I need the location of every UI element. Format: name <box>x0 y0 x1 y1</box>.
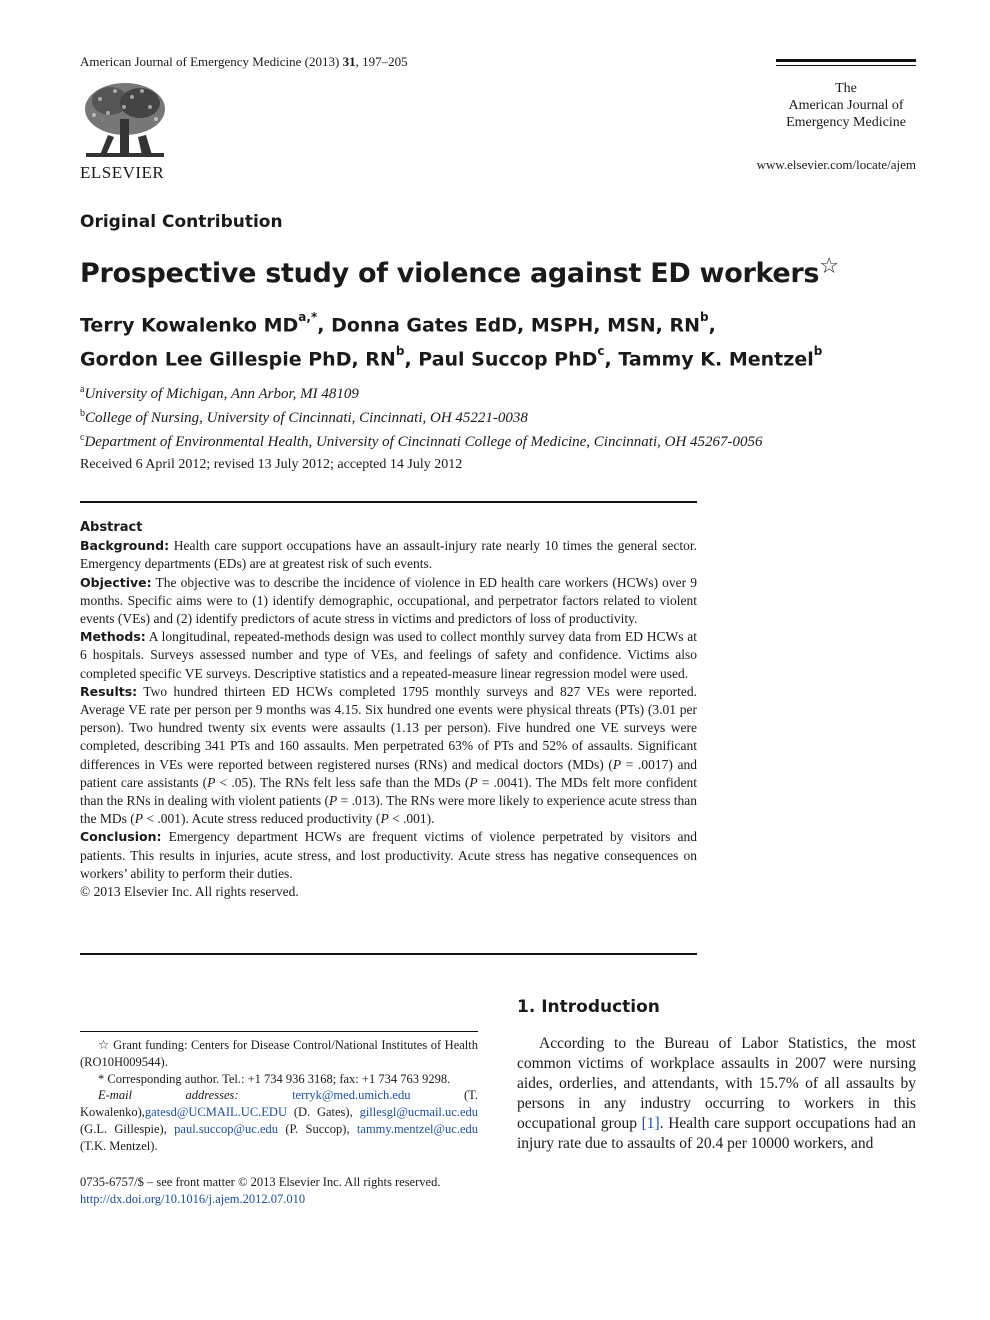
affiliation: $^a$University of Michigan, Ann Arbor, MI 48109 <box>80 384 359 402</box>
section-type: Original Contribution <box>80 212 283 232</box>
journal-name-line: The <box>835 81 857 96</box>
grant-footnote: ☆ Grant funding: Centers for Disease Control/National Institutes of Health (RO10H009544). <box>80 1038 478 1069</box>
introduction-paragraph: According to the Bureau of Labor Statistics, the most common victims of workplace assaults in 2007 were nursing aides, orderlies, and attendants, with 15.7% of all assaults by persons in any industry occurring to workers in this occupational group [1]. Health care support occupations had an injury rate due to assaults of 20.4 per 10000 workers, and <box>517 1035 916 1152</box>
journal-name-line: American Journal of <box>788 98 904 113</box>
author-list: Terry Kowalenko $MD^{a,*}$, Donna Gates EdD, MSPH, MSN, $RN^b$, Gordon Lee Gillespie PhD, $RN^b$, Paul Succop PhD$^c$, Tammy K. Mentzel$^b$ <box>80 310 823 371</box>
affiliations <box>80 380 763 452</box>
abstract-objective: Objective: The objective was to describe the incidence of violence in ED health care workers (HCWs) over 9 months. Specific aims were to (1) identify demographic, occupational, and perpetrator factors related to violent events (VEs) and (2) identify predictors of acute stress in victims and predictors of loss of productivity. <box>80 574 697 627</box>
author-name[interactable]: Gordon Lee Gillespie PhD, RN <box>80 348 396 371</box>
introduction-heading: 1. Introduction <box>517 997 660 1017</box>
reference-link[interactable]: [1] <box>641 1115 660 1132</box>
divider <box>80 953 697 955</box>
author-name[interactable]: Terry Kowalenko MD <box>80 314 299 337</box>
journal-url[interactable]: www.elsevier.com/locate/ajem <box>756 157 916 172</box>
affiliation: $^b$College of Nursing, University of Cincinnati, Cincinnati, OH 45221-0038 <box>80 408 528 426</box>
issn-doi <box>80 1174 478 1208</box>
journal-masthead <box>776 59 916 131</box>
author-name[interactable]: Donna Gates EdD, MSPH, MSN, RN <box>331 314 700 337</box>
email-link[interactable]: terryk@med.umich.edu <box>292 1088 411 1103</box>
journal-name-line: Emergency Medicine <box>786 115 906 130</box>
email-link[interactable]: tammy.mentzel@uc.edu <box>356 1121 478 1136</box>
abstract-conclusion: Conclusion: Emergency department HCWs are frequent victims of violence perpetrated by visitors and patients. This results in injuries, acute stress, and lost productivity. Acute stress has negative consequences on workers’ ability to perform their duties. <box>80 829 697 881</box>
star-icon: ☆ <box>819 254 839 279</box>
abstract-heading: Abstract <box>80 520 143 535</box>
abstract-methods: Methods: A longitudinal, repeated-methods design was used to collect monthly survey data from ED HCWs at 6 hospitals. Surveys assessed number and type of VEs, and feelings of safety and confidence. Victims also completed specific VE surveys. Descriptive statistics and a repeated-measure linear regression model were used. <box>80 629 697 681</box>
abstract-background: Background: Health care support occupations have an assault-injury rate nearly 10 times the general sector. Emergency departments (EDs) are at greatest risk of such events. <box>80 538 697 572</box>
article-title: Prospective study of violence against ED workers☆ <box>80 254 839 289</box>
footnotes <box>80 1037 478 1155</box>
doi-link[interactable]: http://dx.doi.org/10.1016/j.ajem.2012.07.010 <box>80 1192 306 1206</box>
email-link[interactable]: paul.succop@uc.edu <box>174 1121 278 1136</box>
abstract-copyright: © 2013 Elsevier Inc. All rights reserved. <box>80 884 299 900</box>
email-link[interactable]: gatesd@UCMAIL.UC.EDU <box>144 1105 287 1120</box>
elsevier-tree-logo <box>80 79 170 161</box>
author-name[interactable]: Paul Succop PhD <box>418 348 598 371</box>
journal-citation: American Journal of Emergency Medicine (2013) 31, 197–205 <box>80 54 408 69</box>
email-link[interactable]: gillesgl@ucmail.uc.edu <box>359 1105 478 1120</box>
abstract <box>80 519 697 901</box>
divider <box>80 501 697 503</box>
elsevier-wordmark: ELSEVIER <box>80 163 165 182</box>
star-icon: ☆ <box>98 1038 110 1052</box>
affiliation: $^c$Department of Environmental Health, University of Cincinnati College of Medicine, Cincinnati, OH 45267-0056 <box>80 432 763 450</box>
footnote-divider <box>80 1031 478 1032</box>
author-name[interactable]: Tammy K. Mentzel <box>618 348 814 371</box>
email-footnote: E-mail addresses: terryk@med.umich.edu (T. Kowalenko),gatesd@UCMAIL.UC.EDU (D. Gates), gillesgl@ucmail.uc.edu (G.L. Gillespie), paul.succop@uc.edu (P. Succop), tammy.mentzel@uc.edu (T.K. Mentzel). <box>80 1088 478 1153</box>
abstract-results: Results: Two hundred thirteen ED HCWs completed 1795 monthly surveys and 827 VEs were reported. Average VE rate per person per 9 months was 4.15. Six hundred one events were physical threats (PTs) (3.01 per person). Two hundred twenty six events were assaults (1.13 per person). Five hundred one VE surveys were completed, describing 341 PTs and 160 assaults. Men perpetrated 63% of PTs and 52% of assaults. Significant differences in VEs were reported between registered nurses (RNs) and medical doctors (MDs) (P = .0017) and patient care assistants (P < .05). The RNs felt less safe than the MDs (P = .0041). The MDs felt more confident than the RNs in dealing with violent patients (P = .013). The RNs were more likely to experience acute stress than the MDs (P < .001). Acute stress reduced productivity (P < .001). <box>80 683 698 827</box>
article-dates: Received 6 April 2012; revised 13 July 2012; accepted 14 July 2012 <box>80 457 463 472</box>
issn-line: 0735-6757/$ – see front matter © 2013 Elsevier Inc. All rights reserved. <box>80 1175 441 1189</box>
corresponding-footnote: * Corresponding author. Tel.: +1 734 936 3168; fax: +1 734 763 9298. <box>98 1071 451 1086</box>
